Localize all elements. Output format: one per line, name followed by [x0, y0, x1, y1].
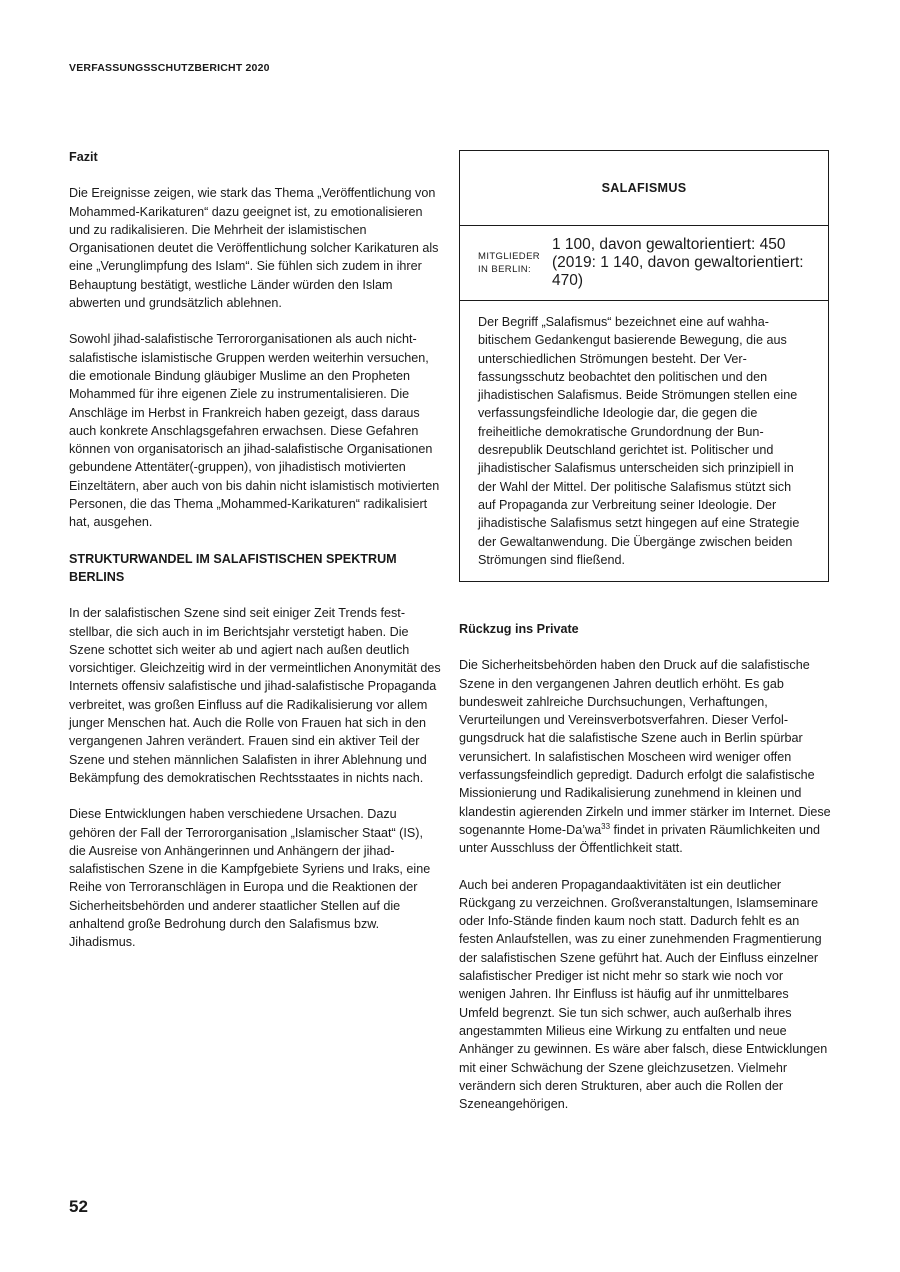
heading-rueckzug: Rückzug ins Private — [459, 622, 579, 636]
paragraph-causes: Diese Entwicklungen haben verschiedene Ursachen. Dazu gehören der Fall der Terrororganisation „Islamischer Staat“ (IS), die Ausreise von Anhängerinnen und Anhängern der jihad-salafistischen Szene in die Kampfgebiete Syriens und Iraks, eine Reihe von Terroranschlägen in Europa und die Reaktionen der Sicherheitsbehörden und anderer staatlicher Stellen auf die anhaltend große Bedrohung durch den Salafismus bzw. Jihadismus. — [69, 807, 431, 950]
running-header: VERFASSUNGSSCHUTZBERICHT 2020 — [69, 62, 270, 74]
members-label-line-2: IN BERLIN: — [478, 264, 532, 275]
info-box-definition: Der Begriff „Salafismus“ bezeichnet eine auf wahhabitischem Gedankengut basierende Bewegung, die aus unterschiedlichen Strömungen besteht. Der Verfassungsschutz beobachtet den politischen und den jihadistischen Salafismus. Beide Strömungen stellen eine verfassungsfeindliche Ideologie dar, die gegen die freiheitliche demokratische Grundordnung der Bundesrepublik Deutschland gerichtet ist. Politischer und jihadistischer Salafismus unterscheiden sich prinzipiell in der Wahl der Mittel. Der politische Salafismus stützt sich auf Propaganda zur Verbreitung seiner Ideologie. Der jihadistische Salafismus setzt hingegen auf eine Strategie der Gewaltanwendung. Die Übergänge zwischen beiden Strömungen sind fließend. — [478, 315, 800, 567]
info-box-title: SALAFISMUS — [460, 151, 828, 226]
page-number: 52 — [69, 1197, 88, 1216]
info-box-members-row — [460, 226, 828, 301]
info-box-body — [460, 301, 828, 569]
paragraph-pressure-text: Die Sicherheitsbehörden haben den Druck auf die salafistische Szene in den vergangenen Jahren deutlich erhöht. Es gab bundesweit zahlreiche Durchsuchungen, Verhaftungen, Verurteilungen und Vereinsverbotsverfahren. Dieser Verfolgungsdruck hat die salafistische Szene auch in Berlin spürbar verunsichert. In salafistischen Moscheen wird weniger offen verfassungsfeindlich gepredigt. Dadurch erfolgt die salafistische Missionierung und Radikalisierung zunehmend in kleinen und klandestin agierenden Zirkeln und immer stärker im Internet. Diese sogenannte Home-Da’wa — [459, 658, 831, 837]
left-column — [69, 148, 441, 952]
footnote-marker: 33 — [601, 821, 611, 831]
heading-fazit: Fazit — [69, 150, 98, 164]
paragraph-trends: In der salafistischen Szene sind seit einiger Zeit Trends feststellbar, die sich auch in im Berichtsjahr verstetigt haben. Die Szene schottet sich weiter ab und agiert nach außen deutlich vorsichtiger. Gleichzeitig wird in der vermeintlichen Anonymität des Internets offensiv salafistische und jihad-salafistische Propaganda verbreitet, was großen Einfluss auf die Radikalisierung vor allem junger Menschen hat. Auch die Rolle von Frauen hat sich in den vergangenen Jahren verändert. Frauen sind ein aktiver Teil der Szene und stehen männlichen Salafisten in ihrer Ablehnung und Bekämpfung des demokratischen Rechtsstaates in nichts nach. — [69, 606, 441, 785]
info-box-salafismus — [459, 150, 829, 582]
paragraph-pressure-text-end: findet in privaten Räumlichkeiten und unter Ausschluss der Öffentlichkeit statt. — [459, 822, 821, 856]
members-label — [478, 250, 552, 276]
members-value: 1 100, davon gewaltorientiert: 450 (2019: 1 140, davon gewaltorientiert: 470) — [552, 236, 804, 289]
section-heading-strukturwandel: STRUKTURWANDEL IM SALAFISTISCHEN SPEKTRUM BERLINS — [69, 551, 397, 584]
paragraph-propaganda-decline: Auch bei anderen Propagandaaktivitäten ist ein deutlicher Rückgang zu verzeichnen. Großveranstaltungen, Islamseminare oder Info-Stände finden kaum noch statt. Dadurch fehlt es an festen Anlaufstellen, was zu einer zunehmenden Fragmentierung der salafistischen Szene geführt hat. Auch der Einfluss einzelner salafistischer Prediger ist nicht mehr so stark wie noch vor wenigen Jahren. Ihr Einfluss ist häufig auf ihr unmittelbares Umfeld begrenzt. Sie tun sich schwer, auch außerhalb ihres angestammten Milieus eine Wirkung zu entfalten und neue Anhänger zu gewinnen. Es wäre aber falsch, diese Entwicklungen mit einer Schwächung der Szene gleichzusetzen. Vielmehr verändern sich deren Strukturen, aber auch die Rollen der Szeneangehörigen. — [459, 877, 828, 1112]
paragraph-terror-organisations: Sowohl jihad-salafistische Terrororganisationen als auch nicht-salafistische islamistische Gruppen werden weiterhin versuchen, die emotionale Bindung gläubiger Muslime an den Propheten Mohammed für ihre eigenen Ziele zu instrumentalisieren. Die Anschläge im Herbst in Frankreich haben gezeigt, dass daraus auch konkrete Anschlagsgefahren erwachsen. Diese Gefahren können von organisatorisch an jihad-salafistische Organisationen gebundene Attentäter(-gruppen), von jihadistisch motivierten Einzeltätern, aber auch von bis dahin nicht islamistisch motivierten Personen, die das Thema „Mohammed-Karikaturen“ radikalisiert hat, ausgehen. — [69, 332, 440, 530]
paragraph-fazit: Die Ereignisse zeigen, wie stark das Thema „Veröffentlichung von Mohammed-Karikaturen“ dazu geeignet ist, zu emotionalisieren und zu radikalisieren. Die Mehrheit der islamistischen Organisationen deutet die Veröffentlichung solcher Karikaturen als eine „Verunglimpfung des Islam“. Sie fühlen sich zudem in ihrer Behauptung bestätigt, westliche Länder würden den Islam abwerten und grundsätzlich ablehnen. — [69, 186, 439, 311]
right-column — [459, 620, 831, 1113]
paragraph-pressure — [459, 656, 831, 857]
members-label-line-1: MITGLIEDER — [478, 251, 541, 262]
